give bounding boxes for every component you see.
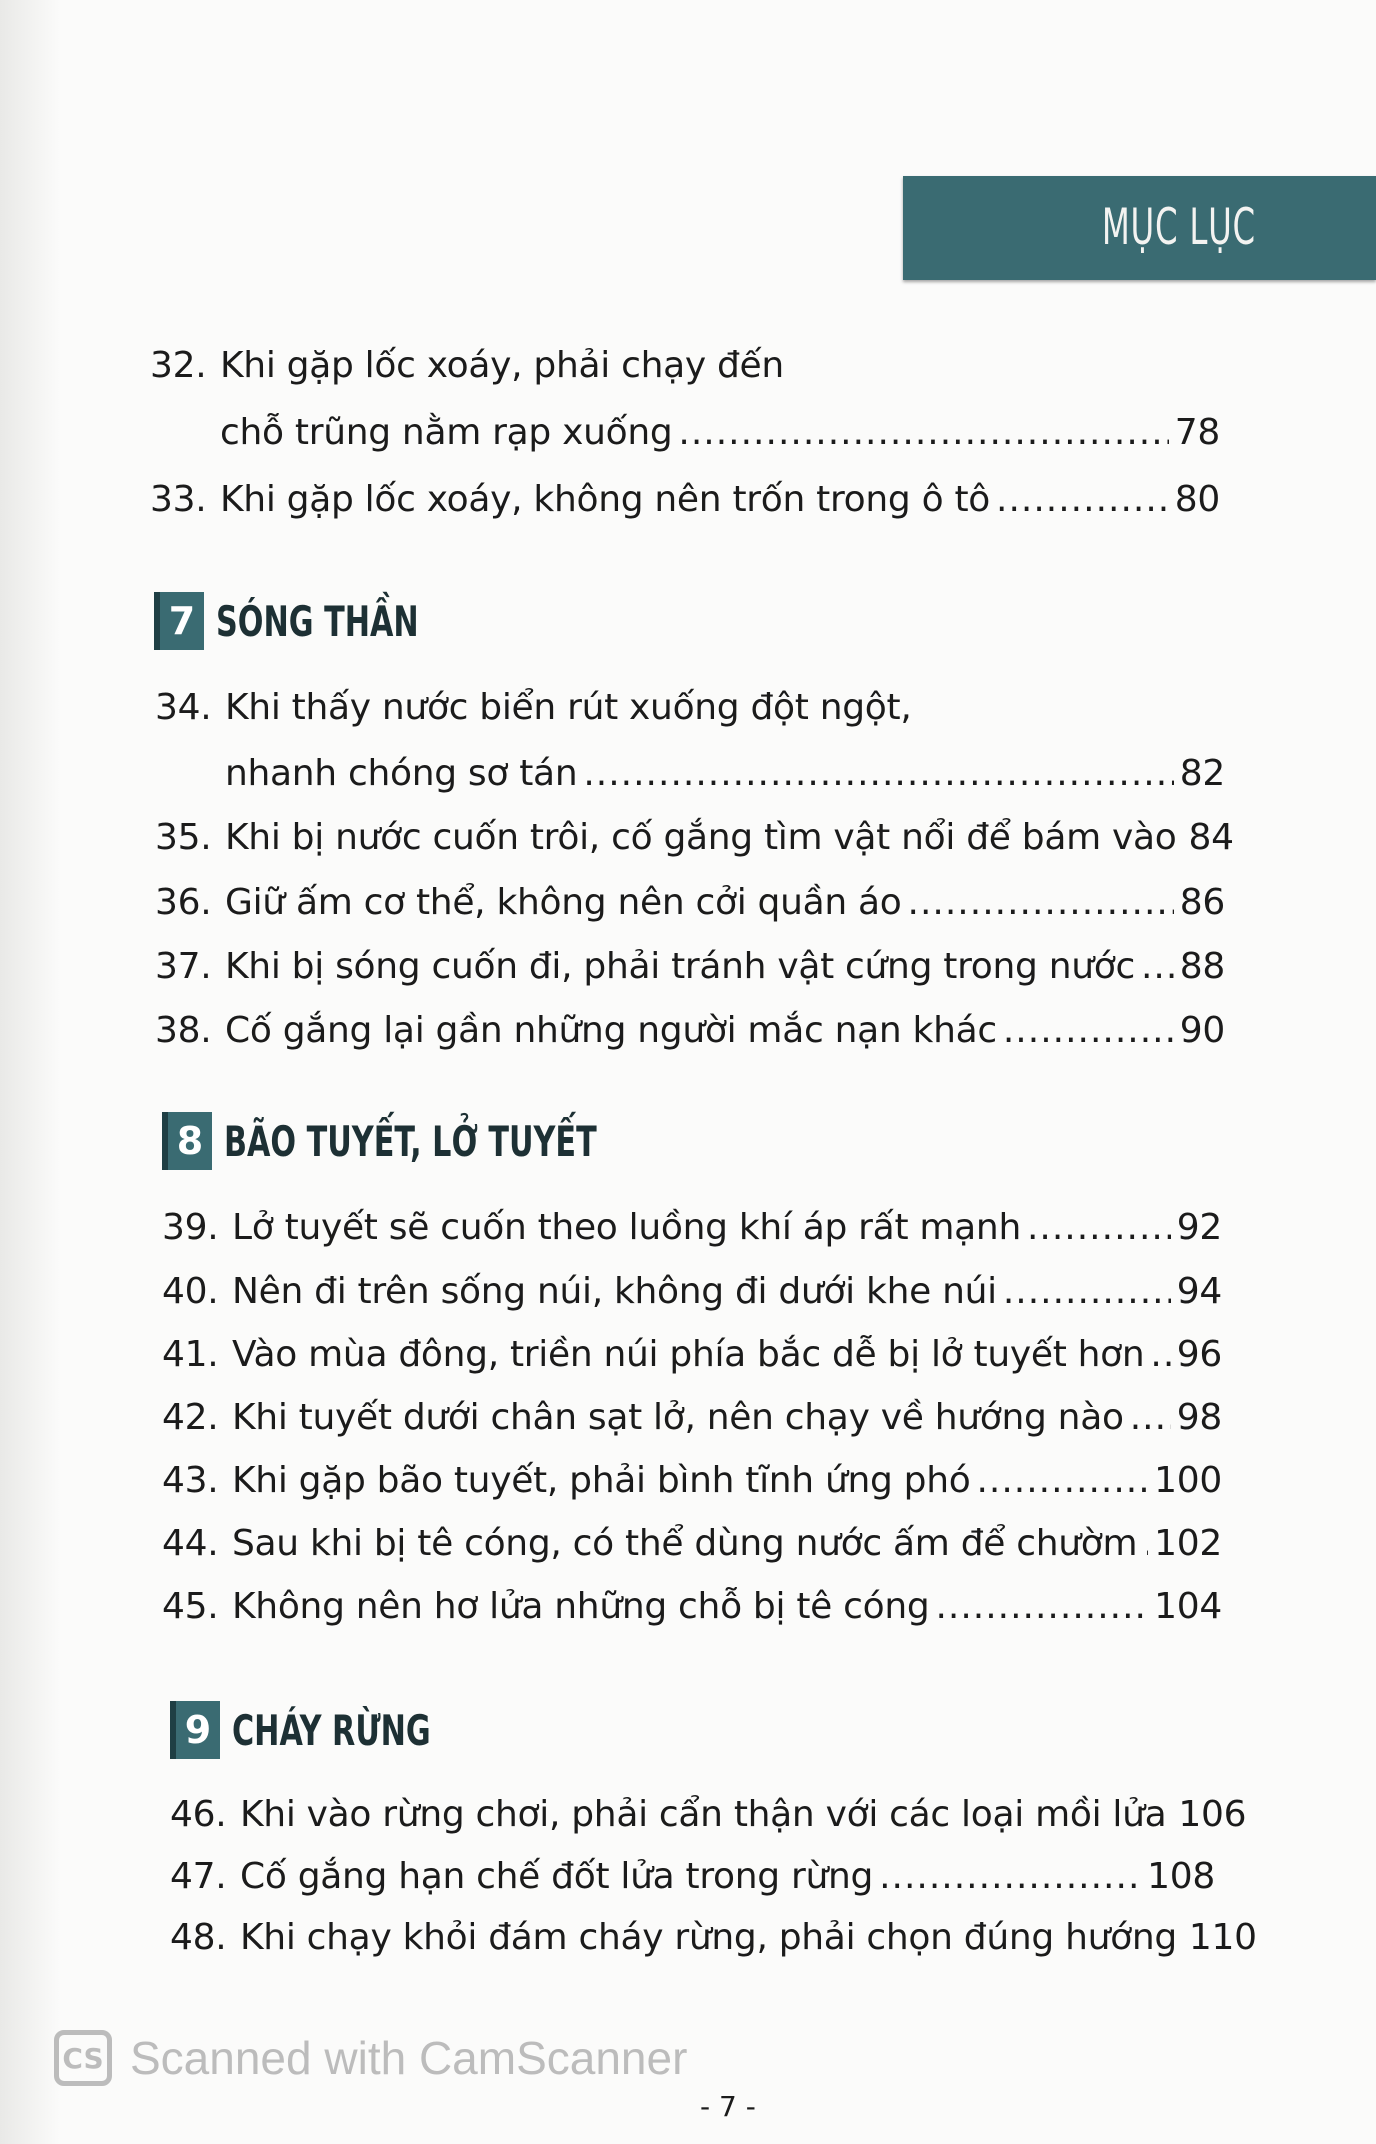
toc-entry-46 bbox=[170, 1794, 1247, 1850]
camscanner-watermark bbox=[54, 2030, 687, 2086]
toc-entry-33 bbox=[150, 479, 1220, 535]
entry-page: 106 bbox=[1178, 1794, 1247, 1835]
entry-title: Sau khi bị tê cóng, có thể dùng nước ấm để chườm bbox=[232, 1523, 1138, 1564]
leader-dots bbox=[1003, 1010, 1174, 1051]
toc-entry-44 bbox=[162, 1523, 1222, 1579]
section-number-badge: 9 bbox=[170, 1701, 220, 1759]
entry-page: 98 bbox=[1176, 1397, 1222, 1438]
entry-number: 33. bbox=[150, 479, 207, 520]
leader-dots bbox=[996, 479, 1169, 520]
toc-entry-39 bbox=[162, 1207, 1222, 1263]
toc-entry-37 bbox=[155, 946, 1225, 1002]
entry-title: Khi chạy khỏi đám cháy rừng, phải chọn đúng hướng bbox=[240, 1917, 1177, 1958]
toc-entry-41 bbox=[162, 1334, 1222, 1390]
entry-number: 38. bbox=[155, 1010, 212, 1051]
entry-title: Lở tuyết sẽ cuốn theo luồng khí áp rất mạnh bbox=[232, 1207, 1021, 1248]
entry-page: 80 bbox=[1174, 479, 1220, 520]
header-banner bbox=[903, 176, 1376, 280]
toc-entry-32-continued bbox=[150, 412, 1220, 468]
toc-entry-48 bbox=[170, 1917, 1257, 1973]
toc-entry-35 bbox=[155, 817, 1234, 873]
entry-number: 32. bbox=[150, 345, 207, 386]
entry-title: Khi tuyết dưới chân sạt lở, nên chạy về hướng nào bbox=[232, 1397, 1124, 1438]
entry-number: 37. bbox=[155, 946, 212, 987]
entry-number: 43. bbox=[162, 1460, 219, 1501]
entry-page: 84 bbox=[1188, 817, 1234, 858]
camscanner-logo-icon: CS bbox=[54, 2030, 112, 2086]
entry-title: Khi bị sóng cuốn đi, phải tránh vật cứng trong nước bbox=[225, 946, 1135, 987]
entry-number: 47. bbox=[170, 1856, 227, 1897]
entry-page: 92 bbox=[1176, 1207, 1222, 1248]
leader-dots bbox=[1143, 1523, 1148, 1564]
leader-dots bbox=[908, 882, 1174, 923]
leader-dots bbox=[1003, 1271, 1171, 1312]
entry-title: Khi bị nước cuốn trôi, cố gắng tìm vật nổi để bám vào bbox=[225, 817, 1177, 858]
entry-title: Nên đi trên sống núi, không đi dưới khe núi bbox=[232, 1271, 997, 1312]
entry-title: Không nên hơ lửa những chỗ bị tê cóng bbox=[232, 1586, 930, 1627]
entry-title-line-2: nhanh chóng sơ tán bbox=[225, 753, 578, 794]
entry-page: 90 bbox=[1179, 1010, 1225, 1051]
entry-page: 102 bbox=[1154, 1523, 1222, 1564]
entry-title: Khi gặp lốc xoáy, không nên trốn trong ô tô bbox=[220, 479, 991, 520]
entry-title: Khi vào rừng chơi, phải cẩn thận với các loại mồi lửa bbox=[240, 1794, 1167, 1835]
page-edge-shadow bbox=[0, 0, 60, 2144]
toc-entry-34-continued bbox=[155, 753, 1225, 809]
entry-number: 39. bbox=[162, 1207, 219, 1248]
section-heading-7 bbox=[154, 590, 469, 652]
section-number-badge: 8 bbox=[162, 1112, 212, 1170]
entry-number: 40. bbox=[162, 1271, 219, 1312]
entry-page: 104 bbox=[1154, 1586, 1222, 1627]
toc-entry-38 bbox=[155, 1010, 1225, 1066]
entry-number: 41. bbox=[162, 1334, 219, 1375]
watermark-text: Scanned with CamScanner bbox=[130, 2032, 688, 2084]
page-number: - 7 - bbox=[700, 2090, 756, 2123]
toc-entry-40 bbox=[162, 1271, 1222, 1327]
entry-page: 96 bbox=[1176, 1334, 1222, 1375]
toc-entry-32 bbox=[150, 345, 1220, 401]
section-title: BÃO TUYẾT, LỞ TUYẾT bbox=[224, 1116, 597, 1166]
entry-page: 78 bbox=[1174, 412, 1220, 453]
entry-title: Vào mùa đông, triền núi phía bắc dễ bị lở tuyết hơn bbox=[232, 1334, 1145, 1375]
page-title: MỤC LỤC bbox=[1102, 198, 1256, 256]
section-title: SÓNG THẦN bbox=[216, 596, 419, 646]
toc-entry-45 bbox=[162, 1586, 1222, 1642]
section-heading-8 bbox=[162, 1110, 690, 1172]
entry-number: 35. bbox=[155, 817, 212, 858]
entry-page: 86 bbox=[1179, 882, 1225, 923]
entry-page: 100 bbox=[1154, 1460, 1222, 1501]
entry-page: 94 bbox=[1176, 1271, 1222, 1312]
entry-title-line-1: Khi gặp lốc xoáy, phải chạy đến bbox=[220, 345, 784, 386]
toc-entry-36 bbox=[155, 882, 1225, 938]
entry-page: 88 bbox=[1179, 946, 1225, 987]
entry-title: Khi gặp bão tuyết, phải bình tĩnh ứng phó bbox=[232, 1460, 971, 1501]
leader-dots bbox=[976, 1460, 1148, 1501]
leader-dots bbox=[1130, 1397, 1171, 1438]
entry-title: Giữ ấm cơ thể, không nên cởi quần áo bbox=[225, 882, 902, 923]
entry-number: 46. bbox=[170, 1794, 227, 1835]
toc-entry-34 bbox=[155, 687, 1225, 743]
entry-page: 110 bbox=[1188, 1917, 1257, 1958]
section-number-badge: 7 bbox=[154, 592, 204, 650]
toc-entry-47 bbox=[170, 1856, 1215, 1912]
toc-entry-43 bbox=[162, 1460, 1222, 1516]
leader-dots bbox=[583, 753, 1173, 794]
leader-dots bbox=[1150, 1334, 1170, 1375]
entry-title-line-2: chỗ trũng nằm rạp xuống bbox=[220, 412, 673, 453]
entry-title-line-1: Khi thấy nước biển rút xuống đột ngột, bbox=[225, 687, 912, 728]
leader-dots bbox=[879, 1856, 1141, 1897]
leader-dots bbox=[1027, 1207, 1171, 1248]
entry-title: Cố gắng hạn chế đốt lửa trong rừng bbox=[240, 1856, 874, 1897]
leader-dots bbox=[935, 1586, 1148, 1627]
section-title: CHÁY RỪNG bbox=[232, 1705, 431, 1755]
entry-number: 34. bbox=[155, 687, 212, 728]
entry-page: 108 bbox=[1147, 1856, 1215, 1897]
entry-title: Cố gắng lại gần những người mắc nạn khác bbox=[225, 1010, 997, 1051]
entry-number: 44. bbox=[162, 1523, 219, 1564]
entry-number: 45. bbox=[162, 1586, 219, 1627]
leader-dots bbox=[678, 412, 1168, 453]
toc-entry-42 bbox=[162, 1397, 1222, 1453]
entry-page: 82 bbox=[1179, 753, 1225, 794]
entry-number: 42. bbox=[162, 1397, 219, 1438]
entry-number: 36. bbox=[155, 882, 212, 923]
section-heading-9 bbox=[170, 1699, 480, 1761]
leader-dots bbox=[1141, 946, 1174, 987]
entry-number: 48. bbox=[170, 1917, 227, 1958]
